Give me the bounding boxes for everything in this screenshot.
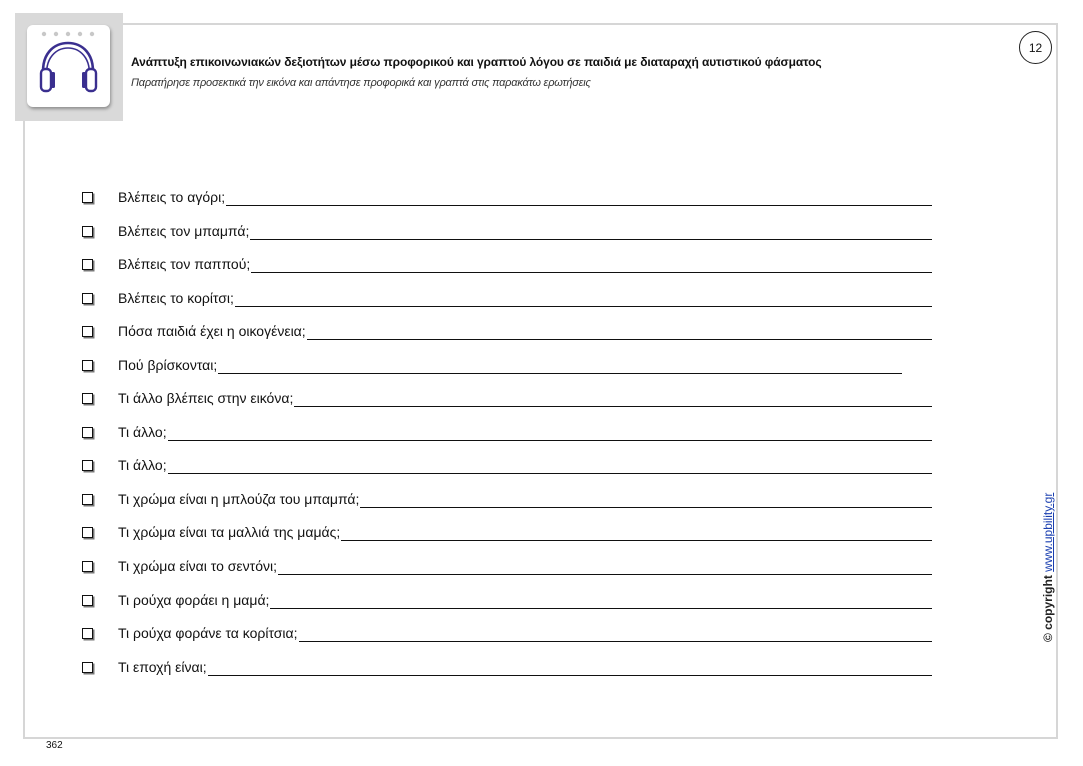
question-text: Βλέπεις τον παππού;	[118, 256, 251, 272]
question-checkbox[interactable]	[82, 527, 93, 538]
answer-line[interactable]	[250, 239, 932, 240]
question-checkbox[interactable]	[82, 427, 93, 438]
footer-page-number: 362	[46, 740, 63, 751]
answer-line[interactable]	[294, 406, 932, 407]
question-checkbox[interactable]	[82, 494, 93, 505]
answer-line[interactable]	[218, 373, 902, 374]
question-checkbox[interactable]	[82, 293, 93, 304]
question-text: Τι εποχή είναι;	[118, 659, 207, 675]
question-checkbox[interactable]	[82, 360, 93, 371]
answer-line[interactable]	[208, 675, 932, 676]
copyright-link[interactable]: www.upbility.gr	[1041, 492, 1055, 572]
answer-line[interactable]	[278, 574, 932, 575]
question-text: Τι χρώμα είναι τα μαλλιά της μαμάς;	[118, 524, 341, 540]
answer-line[interactable]	[360, 507, 932, 508]
question-checkbox[interactable]	[82, 226, 93, 237]
question-checkbox[interactable]	[82, 393, 93, 404]
copyright-label: © copyright	[1041, 575, 1055, 642]
question-checkbox[interactable]	[82, 460, 93, 471]
question-text: Τι άλλο;	[118, 457, 167, 473]
question-text: Τι χρώμα είναι η μπλούζα του μπαμπά;	[118, 491, 360, 507]
answer-line[interactable]	[168, 473, 932, 474]
question-text: Βλέπεις το αγόρι;	[118, 189, 226, 205]
answer-line[interactable]	[270, 608, 932, 609]
question-text: Τι άλλο βλέπεις στην εικόνα;	[118, 390, 294, 406]
question-checkbox[interactable]	[82, 259, 93, 270]
question-text: Τι ρούχα φοράει η μαμά;	[118, 592, 270, 608]
question-checkbox[interactable]	[82, 561, 93, 572]
answer-line[interactable]	[299, 641, 932, 642]
question-checkbox[interactable]	[82, 628, 93, 639]
answer-line[interactable]	[235, 306, 932, 307]
copyright-notice	[1040, 478, 1056, 642]
question-checkbox[interactable]	[82, 326, 93, 337]
answer-line[interactable]	[226, 205, 932, 206]
answer-line[interactable]	[168, 440, 932, 441]
question-text: Πόσα παιδιά έχει η οικογένεια;	[118, 323, 306, 339]
question-checkbox[interactable]	[82, 595, 93, 606]
question-text: Τι ρούχα φοράνε τα κορίτσια;	[118, 625, 298, 641]
question-text: Τι χρώμα είναι το σεντόνι;	[118, 558, 277, 574]
question-text: Πού βρίσκονται;	[118, 357, 218, 373]
worksheet-instructions: Παρατήρησε προσεκτικά την εικόνα και απάντησε προφορικά και γραπτά στις παρακάτω ερωτήσεις	[131, 77, 591, 89]
worksheet-title: Ανάπτυξη επικοινωνιακών δεξιοτήτων μέσω προφορικού και γραπτού λόγου σε παιδιά με διαταραχή αυτιστικού φάσματος	[131, 55, 822, 69]
question-checkbox[interactable]	[82, 662, 93, 673]
answer-line[interactable]	[341, 540, 932, 541]
question-checkbox[interactable]	[82, 192, 93, 203]
question-text: Βλέπεις τον μπαμπά;	[118, 223, 250, 239]
answer-line[interactable]	[307, 339, 932, 340]
question-text: Βλέπεις το κορίτσι;	[118, 290, 234, 306]
page-number-badge: 12	[1019, 31, 1052, 64]
answer-line[interactable]	[251, 272, 932, 273]
question-text: Τι άλλο;	[118, 424, 167, 440]
